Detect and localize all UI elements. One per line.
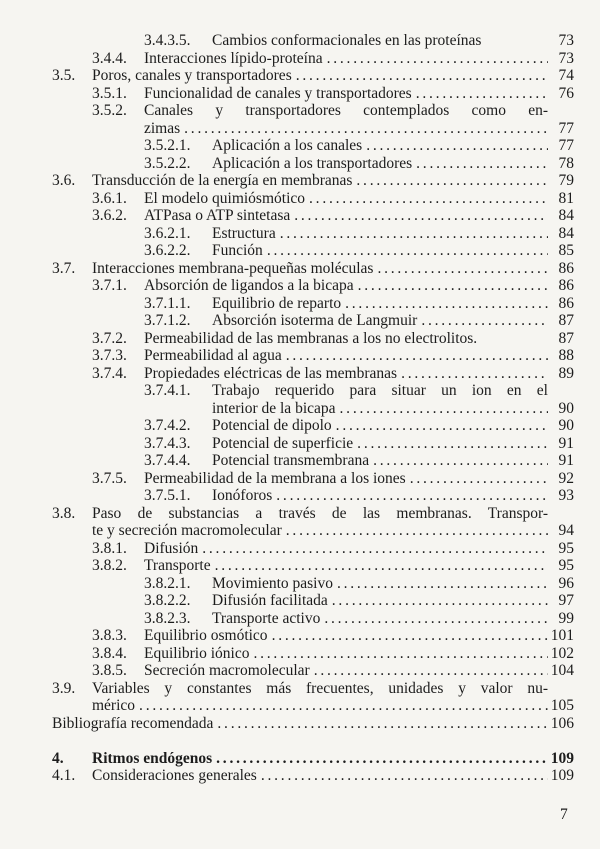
entry-number: 3.8.5. xyxy=(92,662,127,679)
entry-title: Secreción macromolecular xyxy=(144,662,310,679)
entry-title: Difusión facilitada xyxy=(212,592,328,609)
entry-page: 92 xyxy=(558,469,574,487)
toc-entry xyxy=(0,330,600,348)
toc-entry xyxy=(0,242,600,260)
entry-number: 3.8.3. xyxy=(92,627,127,644)
toc-entry-continuation xyxy=(0,522,600,540)
entry-page: 77 xyxy=(558,137,574,154)
dot-leader xyxy=(336,417,548,435)
entry-page: 94 xyxy=(558,522,574,539)
toc-entry xyxy=(0,662,600,680)
entry-page: 109 xyxy=(550,749,574,767)
entry-number: 3.5.1. xyxy=(92,84,127,102)
entry-number: 3.8. xyxy=(52,504,76,522)
entry-page: 101 xyxy=(550,627,574,644)
entry-page: 105 xyxy=(550,697,574,714)
toc-entry xyxy=(0,645,600,663)
toc-entry xyxy=(0,452,600,470)
entry-number: 3.4.4. xyxy=(92,49,127,67)
toc-entry xyxy=(0,592,600,610)
toc-entry xyxy=(0,260,600,278)
entry-page: 86 xyxy=(558,259,574,277)
entry-title: El modelo quimiósmótico xyxy=(144,189,306,207)
entry-title: Transporte activo xyxy=(212,609,321,627)
entry-page: 90 xyxy=(558,417,574,434)
toc-entry xyxy=(0,225,600,243)
entry-title: Difusión xyxy=(144,539,199,557)
entry-number: 3.7.1.1. xyxy=(144,294,191,312)
entry-page: 81 xyxy=(558,189,574,207)
entry-page: 76 xyxy=(558,84,574,102)
entry-number: 3.8.1. xyxy=(92,539,127,557)
entry-number: 3.7. xyxy=(52,259,76,277)
entry-number: 3.9. xyxy=(52,679,76,697)
entry-title: ATPasa o ATP sintetasa xyxy=(144,207,291,224)
entry-number: 3.7.1. xyxy=(92,277,127,294)
dot-leader xyxy=(267,242,548,260)
dot-leader xyxy=(217,715,548,733)
entry-title: Potencial de dipolo xyxy=(212,417,332,434)
entry-title: Movimiento pasivo xyxy=(212,574,333,592)
entry-page: 91 xyxy=(558,452,574,469)
entry-title: Aplicación a los canales xyxy=(212,137,363,154)
entry-title: Trabajo requerido para situar un ion en el xyxy=(212,382,548,399)
toc-entry xyxy=(0,155,600,173)
dot-leader xyxy=(253,645,548,663)
entry-page: 74 xyxy=(558,67,574,84)
entry-page: 89 xyxy=(558,364,574,382)
entry-page: 73 xyxy=(558,32,574,49)
entry-title: Permeabilidad de la membrana a los iones xyxy=(144,469,406,487)
dot-leader xyxy=(356,172,548,190)
dot-leader xyxy=(416,85,548,103)
entry-page: 91 xyxy=(558,434,574,452)
entry-title: te y secreción macromolecular xyxy=(92,522,282,539)
toc-entry xyxy=(0,417,600,435)
toc-entry xyxy=(0,137,600,155)
entry-number: 3.4.3.5. xyxy=(144,32,191,49)
dot-leader xyxy=(416,155,548,173)
dot-leader xyxy=(272,627,548,645)
dot-leader xyxy=(327,50,548,68)
entry-title: zimas xyxy=(144,119,181,137)
entry-page: 78 xyxy=(558,154,574,172)
entry-number: 3.7.4.4. xyxy=(144,452,191,469)
dot-leader xyxy=(202,540,548,558)
entry-title: Paso de substancias a través de las membranas. Transpor- xyxy=(92,504,548,522)
entry-page: 93 xyxy=(558,487,574,504)
entry-number: 3.6.2.1. xyxy=(144,224,191,242)
entry-title: Poros, canales y transportadores xyxy=(92,67,292,84)
entry-page: 102 xyxy=(550,644,574,662)
toc-entry xyxy=(0,505,600,523)
entry-number: 3.8.2.2. xyxy=(144,592,191,609)
dot-leader xyxy=(184,120,548,138)
entry-number: 3.7.2. xyxy=(92,329,127,347)
entry-title: Permeabilidad al agua xyxy=(144,347,282,364)
entry-number: 3.8.2. xyxy=(92,557,127,574)
entry-page: 87 xyxy=(558,312,574,329)
entry-page: 97 xyxy=(558,592,574,609)
toc-entry xyxy=(0,750,600,768)
dot-leader xyxy=(296,67,548,85)
dot-leader xyxy=(373,452,548,470)
entry-title: Equilibrio de reparto xyxy=(212,294,342,312)
toc-entry xyxy=(0,680,600,698)
toc-entry xyxy=(0,365,600,383)
entry-number: 3.7.4.2. xyxy=(144,417,191,434)
entry-number: 3.8.2.1. xyxy=(144,574,191,592)
entry-title: Ritmos endógenos xyxy=(92,749,213,767)
entry-title: Variables y constantes más frecuentes, unidades y valor nu- xyxy=(92,679,548,697)
dot-leader xyxy=(215,557,548,575)
entry-page: 109 xyxy=(550,767,574,784)
toc-entry xyxy=(0,190,600,208)
entry-page: 96 xyxy=(558,574,574,592)
toc-entry xyxy=(0,102,600,120)
dot-leader xyxy=(345,295,548,313)
entry-title: Transporte xyxy=(144,557,211,574)
entry-title: Bibliografía recomendada xyxy=(52,714,214,732)
dot-leader xyxy=(286,522,548,540)
entry-number: 3.7.4. xyxy=(92,364,127,382)
dot-leader xyxy=(261,767,548,785)
dot-leader xyxy=(216,750,548,768)
entry-page: 90 xyxy=(558,399,574,417)
toc-entry xyxy=(0,207,600,225)
entry-page: 104 xyxy=(550,662,574,679)
entry-number: 3.5.2.1. xyxy=(144,137,191,154)
entry-number: 3.6.2. xyxy=(92,207,127,224)
entry-title: Cambios conformacionales en las proteínas xyxy=(212,32,482,49)
entry-page: 87 xyxy=(558,329,574,347)
entry-number: 3.8.2.3. xyxy=(144,609,191,627)
entry-number: 3.7.5.1. xyxy=(144,487,191,504)
toc-entry xyxy=(0,435,600,453)
entry-title: Absorción de ligandos a la bicapa xyxy=(144,277,354,294)
entry-title: Potencial de superficie xyxy=(212,434,354,452)
entry-title: Absorción isoterma de Langmuir xyxy=(212,312,418,329)
toc-entry xyxy=(0,32,600,50)
toc-entry-continuation xyxy=(0,120,600,138)
toc-entry xyxy=(0,382,600,400)
toc-entry xyxy=(0,295,600,313)
entry-page: 79 xyxy=(558,172,574,189)
entry-page: 86 xyxy=(558,294,574,312)
entry-page: 84 xyxy=(558,207,574,224)
toc-entry-continuation xyxy=(0,697,600,715)
entry-title: Consideraciones generales xyxy=(92,767,257,784)
entry-number: 3.6. xyxy=(52,172,76,189)
toc-entry xyxy=(0,85,600,103)
entry-title: Aplicación a los transportadores xyxy=(212,154,413,172)
dot-leader xyxy=(340,400,548,418)
entry-number: 4.1. xyxy=(52,767,76,784)
toc-entry xyxy=(0,487,600,505)
entry-number: 3.7.4.3. xyxy=(144,434,191,452)
toc-entry xyxy=(0,627,600,645)
entry-page: 73 xyxy=(558,49,574,67)
dot-leader xyxy=(332,592,548,610)
entry-title: Equilibrio osmótico xyxy=(144,627,268,644)
entry-number: 3.7.4.1. xyxy=(144,382,191,399)
dot-leader xyxy=(286,347,548,365)
dot-leader xyxy=(410,470,548,488)
entry-title: Potencial transmembrana xyxy=(212,452,370,469)
dot-leader xyxy=(421,312,548,330)
toc-entry xyxy=(0,540,600,558)
entry-title: mérico xyxy=(92,697,136,714)
entry-number: 3.6.1. xyxy=(92,189,127,207)
toc-entry xyxy=(0,715,600,733)
toc-entry xyxy=(0,347,600,365)
entry-title: Estructura xyxy=(212,224,276,242)
entry-number: 3.8.4. xyxy=(92,644,127,662)
entry-title: Interacciones lípido-proteína xyxy=(144,49,323,67)
entry-number: 3.7.5. xyxy=(92,469,127,487)
entry-page: 86 xyxy=(558,277,574,294)
entry-title: Equilibrio iónico xyxy=(144,644,250,662)
entry-number: 3.5.2.2. xyxy=(144,154,191,172)
entry-title: Funcionalidad de canales y transportadores xyxy=(144,84,412,102)
entry-number: 3.5. xyxy=(52,67,76,84)
entry-page: 88 xyxy=(558,347,574,364)
dot-leader xyxy=(324,610,548,628)
entry-number: 3.5.2. xyxy=(92,102,127,119)
toc-entry xyxy=(0,767,600,785)
entry-title: Canales y transportadores contemplados como en- xyxy=(144,102,548,119)
entry-title: Interacciones membrana-pequeñas moléculas xyxy=(92,259,374,277)
entry-title: Permeabilidad de las membranas a los no electrolitos. xyxy=(144,329,478,347)
entry-page: 84 xyxy=(558,224,574,242)
entry-page: 77 xyxy=(558,119,574,137)
toc-entry xyxy=(0,277,600,295)
dot-leader xyxy=(294,207,548,225)
toc-entry xyxy=(0,172,600,190)
dot-leader xyxy=(366,137,548,155)
dot-leader xyxy=(309,190,548,208)
toc-entry xyxy=(0,575,600,593)
dot-leader xyxy=(377,260,548,278)
dot-leader xyxy=(280,225,548,243)
dot-leader xyxy=(401,365,548,383)
toc-entry xyxy=(0,67,600,85)
entry-number: 3.7.3. xyxy=(92,347,127,364)
entry-page: 99 xyxy=(558,609,574,627)
entry-title: Función xyxy=(212,242,263,259)
toc-entry xyxy=(0,470,600,488)
toc-entry-continuation xyxy=(0,400,600,418)
entry-title: interior de la bicapa xyxy=(212,399,336,417)
dot-leader xyxy=(357,435,548,453)
toc-entry xyxy=(0,610,600,628)
entry-page: 85 xyxy=(558,242,574,259)
entry-number: 4. xyxy=(52,749,64,767)
dot-leader xyxy=(358,277,548,295)
toc-entry xyxy=(0,312,600,330)
toc-entry xyxy=(0,557,600,575)
entry-title: Ionóforos xyxy=(212,487,273,504)
dot-leader xyxy=(276,487,548,505)
entry-title: Transducción de la energía en membranas xyxy=(92,172,353,189)
entry-title: Propiedades eléctricas de las membranas xyxy=(144,364,398,382)
entry-page: 95 xyxy=(558,539,574,557)
toc-entry xyxy=(0,50,600,68)
entry-page: 106 xyxy=(550,714,574,732)
entry-page: 95 xyxy=(558,557,574,574)
dot-leader xyxy=(314,662,548,680)
entry-number: 3.7.1.2. xyxy=(144,312,191,329)
dot-leader xyxy=(139,697,548,715)
entry-number: 3.6.2.2. xyxy=(144,242,191,259)
dot-leader xyxy=(337,575,548,593)
page-number: 7 xyxy=(560,806,568,823)
